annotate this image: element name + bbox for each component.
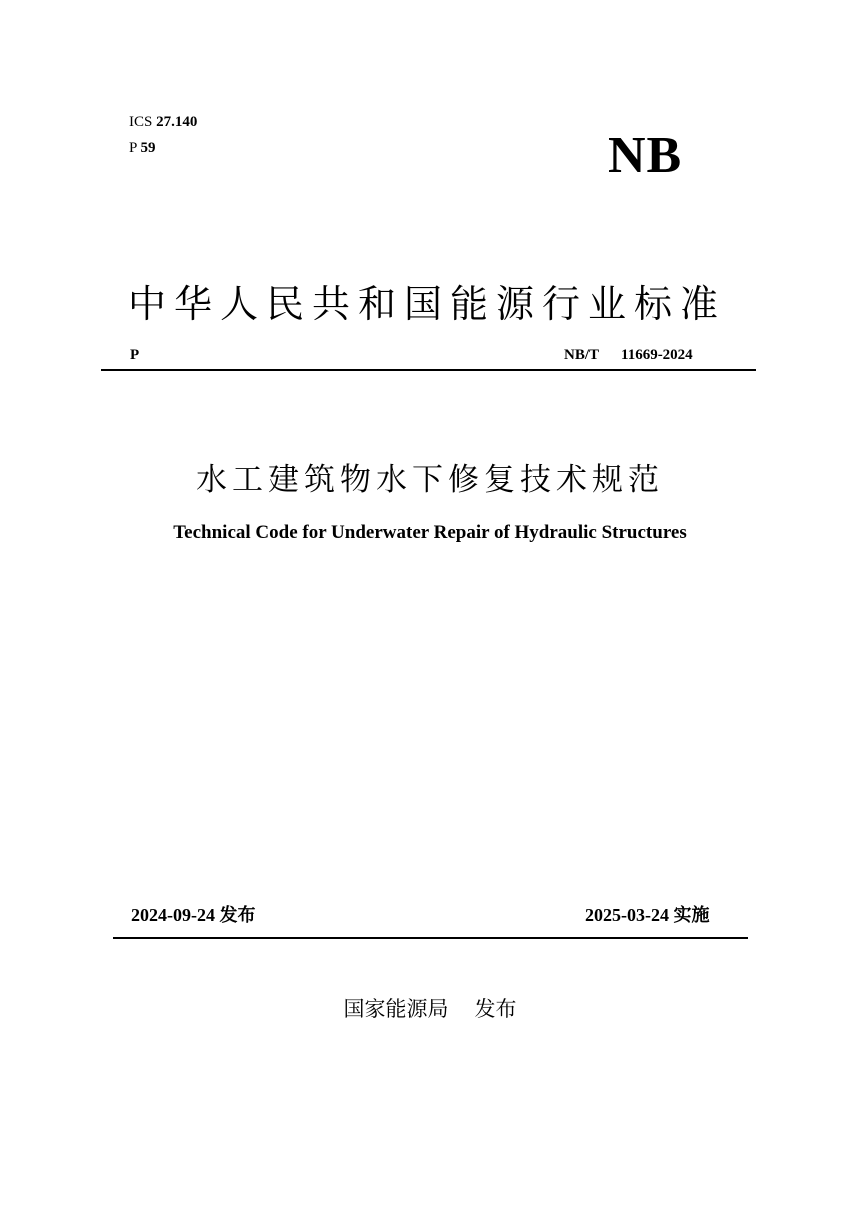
p-code (129, 138, 156, 158)
publisher-action: 发布 (474, 997, 517, 1021)
nb-logo: NB (608, 127, 683, 184)
ics-number: 27.140 (156, 114, 198, 130)
implementation-date-label: 实施 (673, 905, 710, 926)
header-divider (101, 369, 756, 371)
footer-divider (113, 937, 748, 939)
issue-date-label: 发布 (219, 905, 256, 926)
english-title: Technical Code for Underwater Repair of Hydraulic Structures (173, 522, 687, 543)
classification-code: P (130, 347, 140, 363)
standard-number (564, 345, 693, 365)
ics-prefix: ICS (129, 114, 153, 130)
p-prefix: P (129, 140, 137, 156)
issue-date (131, 903, 256, 928)
standard-number-value: 11669-2024 (621, 347, 693, 363)
industry-standard-title: 中华人民共和国能源行业标准 (128, 282, 724, 326)
publisher (0, 994, 860, 1024)
implementation-date-value: 2025-03-24 (585, 905, 669, 925)
implementation-date (585, 903, 710, 928)
chinese-title: 水工建筑物水下修复技术规范 (196, 462, 664, 498)
standard-number-prefix: NB/T (564, 347, 600, 363)
publisher-name: 国家能源局 (343, 997, 449, 1021)
p-number: 59 (140, 140, 156, 156)
issue-date-value: 2024-09-24 (131, 905, 215, 925)
ics-code (129, 112, 197, 132)
